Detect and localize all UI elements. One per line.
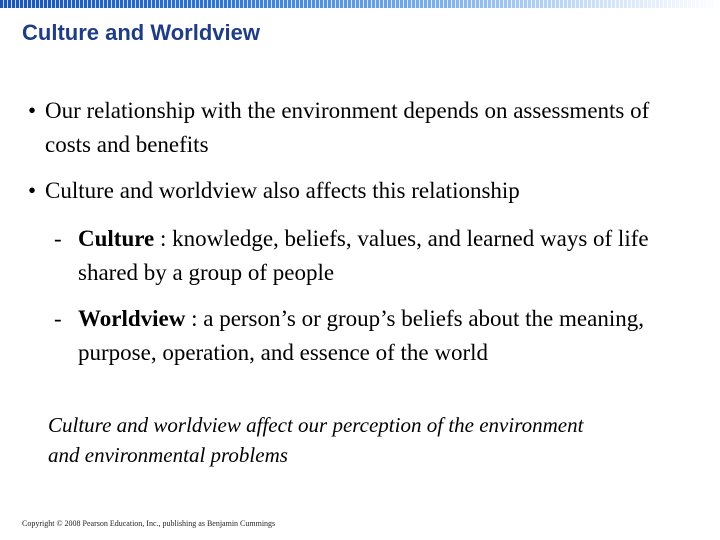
sub-bullet-text [78,302,698,370]
copyright-footer: Copyright © 2008 Pearson Education, Inc., publishing as Benjamin Cummings [22,519,276,528]
definition-culture: : knowledge, beliefs, values, and learned ways of life shared by a group of people [78,226,649,285]
dash-icon: - [54,226,62,251]
bullet-dot-icon: • [28,178,37,203]
term-worldview: Worldview [78,306,186,331]
sub-bullet-culture [54,222,698,290]
top-accent-band [0,0,720,8]
sub-bullet-worldview [54,302,698,370]
slide-title: Culture and Worldview [22,20,260,45]
bullet-dot-icon: • [28,98,37,123]
dash-icon: - [54,306,62,331]
term-culture: Culture [78,226,155,251]
sub-bullet-text [78,222,698,290]
bullet-text: Culture and worldview also affects this relationship [45,178,520,203]
bullet-item [28,94,665,162]
italic-note: Culture and worldview affect our perception of the environment and environmental problems [48,413,584,467]
bullet-text: Our relationship with the environment depends on assessments of costs and benefits [45,98,650,157]
bullet-item [28,174,665,208]
definition-worldview: : a person’s or group’s beliefs about the meaning, purpose, operation, and essence of the world [78,306,644,365]
